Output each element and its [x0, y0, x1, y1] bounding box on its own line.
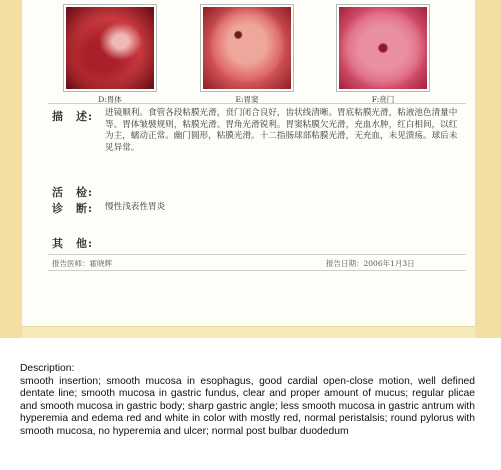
physician-label: 报告医师： [52, 259, 90, 268]
biopsy-label: 活 检: [52, 186, 94, 199]
date-value: 2006年1月3日 [363, 259, 415, 268]
image-caption-f: F:贲门 [371, 95, 395, 104]
physician-name: 霍晓辉 [89, 259, 112, 268]
divider [48, 254, 466, 255]
divider [48, 270, 466, 271]
english-translation [20, 363, 475, 438]
image-caption-d: D:胃体 [98, 95, 122, 104]
english-title: Description: [20, 363, 75, 374]
diagnosis-label: 诊 断: [52, 202, 94, 215]
description-text: 进镜顺利。食管各段粘膜光滑，贲门闭合良好，齿状线清晰。胃底粘膜光滑，粘液池色清量中等。胃体皱襞规则，粘膜光滑。胃角光滑锐利。胃窦粘膜欠光滑，充血水肿，红白相间，以红为主，蠕动正常。幽门圆形，粘膜光滑。十二指肠球部粘膜光滑，无充血，未见溃疡。球后未见异常。 [105, 108, 458, 153]
other-label: 其 他: [52, 237, 94, 250]
image-caption-e: E:胃窦 [235, 95, 259, 104]
report-sheet [22, 0, 475, 327]
endoscopy-image-gastric-antrum [200, 4, 294, 92]
endoscopy-image-gastric-body [63, 4, 157, 92]
diagnosis-value: 慢性浅表性胃炎 [105, 202, 166, 212]
date-label: 报告日期： [326, 259, 364, 268]
report-date [326, 258, 415, 269]
english-description: smooth insertion; smooth mucosa in esophagus, good cardial open-close motion, well defined dentate line; smooth mucosa in gastric fundus, clear and proper amount of mucus; regular plicae and smooth mucosa in gastric body; sharp gastric angle; less smooth mucosa in gastric antrum with hyperemia and edema red and white in color with mostly red, normal peristalsis; round pylorus with smooth mucosa, no hyperemia and ulcer; normal post bulbar duodedum [20, 375, 475, 437]
endoscopy-image-cardia [336, 4, 430, 92]
description-label: 描 述: [52, 110, 94, 123]
report-physician [52, 258, 112, 269]
divider [48, 103, 466, 104]
